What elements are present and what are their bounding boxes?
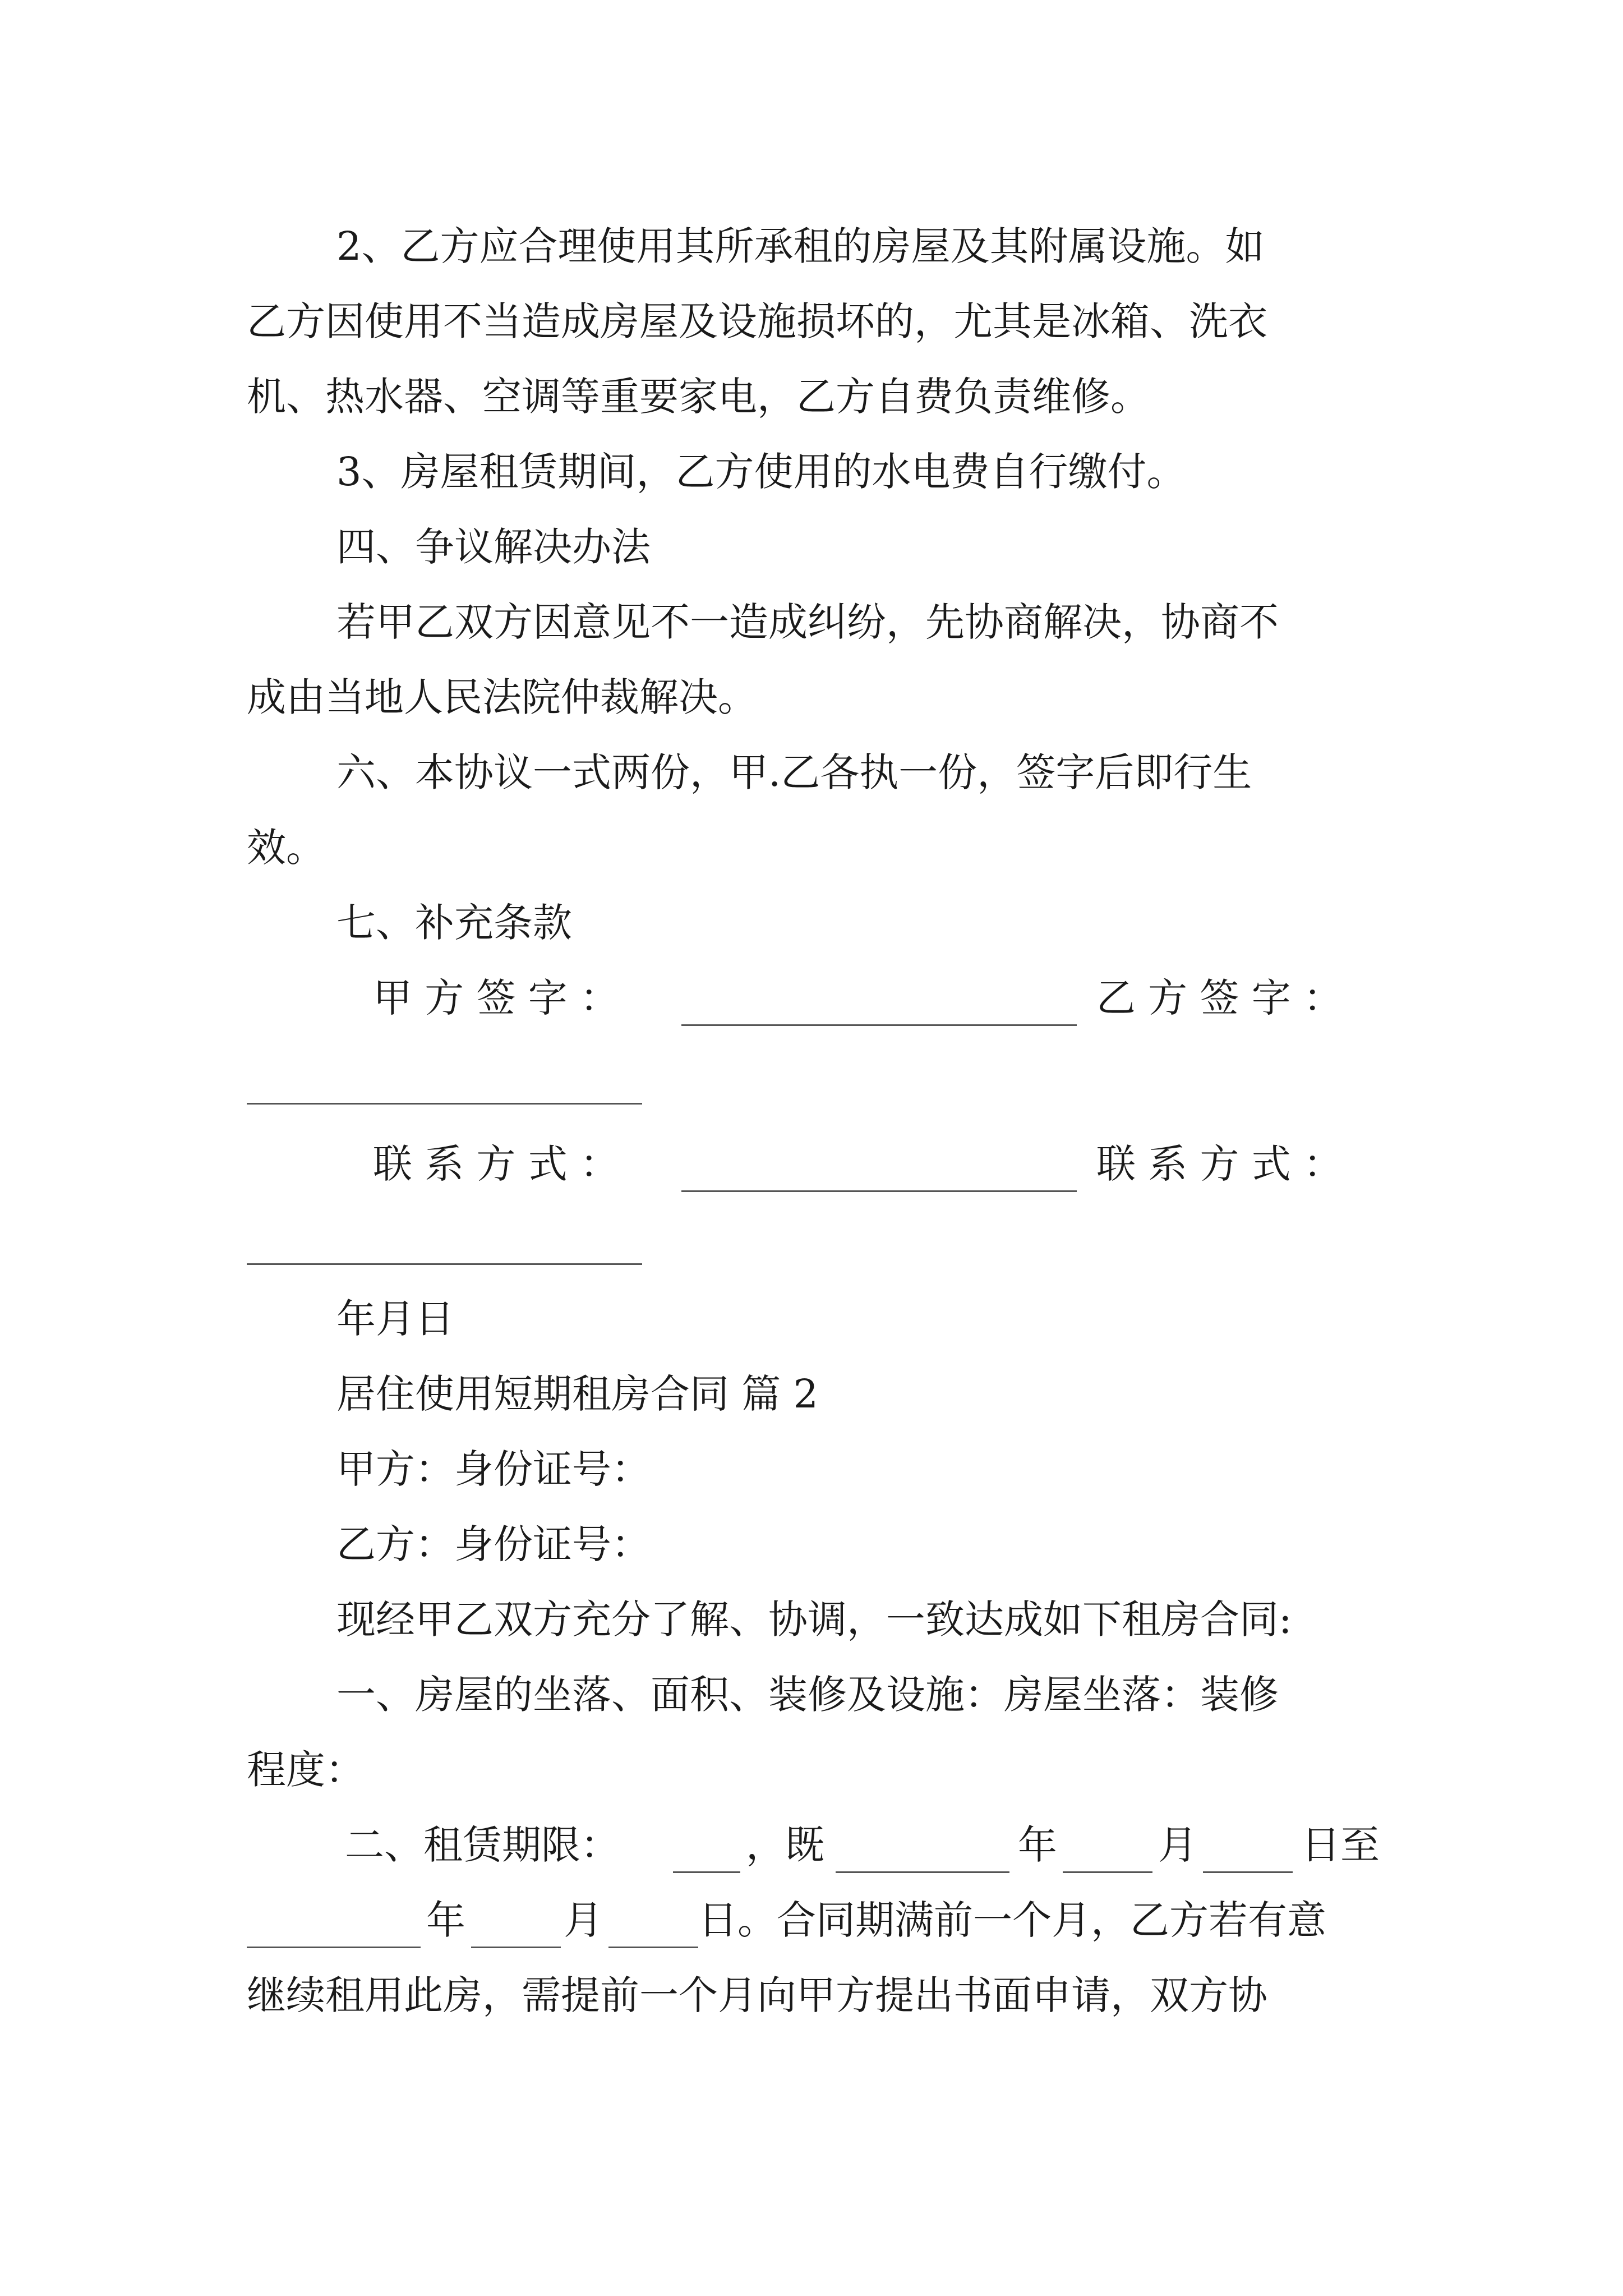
start-month-blank bbox=[1063, 1871, 1152, 1873]
end-month-blank bbox=[471, 1947, 561, 1948]
section-7-heading: 七、补充条款 bbox=[336, 900, 572, 946]
start-day-blank bbox=[1203, 1871, 1293, 1873]
start-year-unit: 年 bbox=[1018, 1822, 1057, 1868]
section-6-line-1: 六、本协议一式两份，甲.乙各执一份，签字后即行生 bbox=[336, 749, 1252, 795]
party-b-contact-label: 联 系 方 式 ： bbox=[1096, 1141, 1343, 1187]
contract-2-party-b: 乙方：身份证号： bbox=[336, 1521, 651, 1567]
contract-2-section-2-line-3: 继续租用此房，需提前一个月向甲方提出书面申请，双方协 bbox=[247, 1972, 1267, 2018]
contract-2-section-2-label: 二、租赁期限： bbox=[345, 1822, 620, 1868]
party-b-signature-blank bbox=[247, 1103, 642, 1105]
start-year-blank bbox=[836, 1871, 1009, 1873]
party-a-signature-blank bbox=[681, 1024, 1077, 1026]
party-a-contact-label: 联 系 方 式 ： bbox=[373, 1141, 620, 1187]
lease-term-blank bbox=[673, 1871, 740, 1873]
section-4-line-2: 成由当地人民法院仲裁解决。 bbox=[247, 674, 757, 720]
contract-2-title: 居住使用短期租房合同 篇 2 bbox=[336, 1371, 819, 1417]
party-b-signature-label: 乙 方 签 字 ： bbox=[1096, 975, 1343, 1021]
party-a-contact-blank bbox=[681, 1190, 1077, 1192]
contract-2-section-2-line-2-rest: 日。合同期满前一个月，乙方若有意 bbox=[698, 1897, 1326, 1943]
end-year-unit: 年 bbox=[426, 1897, 465, 1943]
contract-2-section-2-ji: ，既 bbox=[746, 1822, 824, 1868]
section-4-heading: 四、争议解决办法 bbox=[336, 524, 651, 570]
party-b-contact-blank bbox=[247, 1263, 642, 1265]
contract-2-party-a: 甲方：身份证号： bbox=[336, 1446, 651, 1492]
contract-2-intro: 现经甲乙双方充分了解、协调，一致达成如下租房合同: bbox=[336, 1596, 1292, 1642]
party-a-signature-label: 甲 方 签 字 ： bbox=[373, 975, 620, 1021]
end-month-unit: 月 bbox=[564, 1897, 603, 1943]
clause-2-line-1: 2、乙方应合理使用其所承租的房屋及其附属设施。如 bbox=[336, 223, 1265, 269]
clause-2-line-3: 机、热水器、空调等重要家电，乙方自费负责维修。 bbox=[247, 374, 1150, 420]
clause-3: 3、房屋租赁期间，乙方使用的水电费自行缴付。 bbox=[336, 449, 1186, 495]
section-6-line-2: 效。 bbox=[247, 825, 325, 871]
section-4-line-1: 若甲乙双方因意见不一造成纠纷，先协商解决，协商不 bbox=[336, 599, 1279, 645]
start-day-to: 日至 bbox=[1301, 1822, 1380, 1868]
start-month-unit: 月 bbox=[1158, 1822, 1197, 1868]
end-year-blank bbox=[247, 1947, 421, 1948]
contract-2-section-1-line-1: 一、房屋的坐落、面积、装修及设施：房屋坐落：装修 bbox=[336, 1672, 1279, 1718]
end-day-blank bbox=[608, 1947, 698, 1948]
date-line: 年月日 bbox=[336, 1296, 454, 1342]
contract-2-section-1-line-2: 程度： bbox=[247, 1747, 365, 1793]
clause-2-line-2: 乙方因使用不当造成房屋及设施损坏的，尤其是冰箱、洗衣 bbox=[247, 298, 1267, 344]
